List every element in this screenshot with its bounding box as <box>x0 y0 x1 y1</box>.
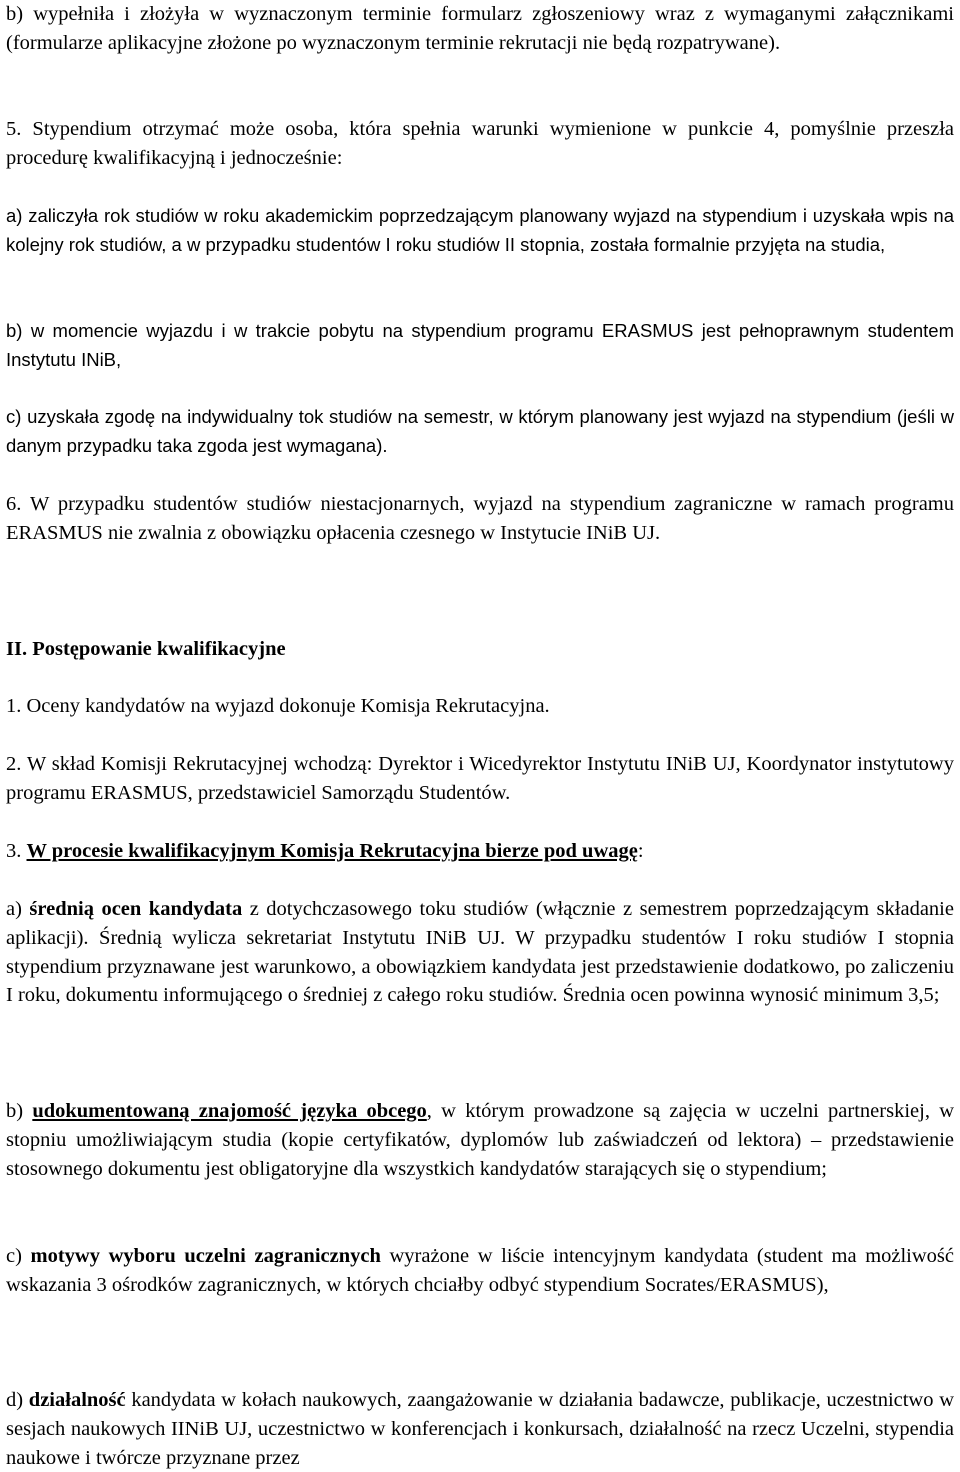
item-3-colon: : <box>637 840 644 862</box>
paragraph-5: 5. Stypendium otrzymać może osoba, która spełnia warunki wymienione w punkcie 4, pomyślnie przeszła procedurę kwalifikacyjną i jednocześnie: <box>6 118 954 169</box>
item-1: 1. Oceny kandydatów na wyjazd dokonuje Komisja Rekrutacyjna. <box>6 695 550 717</box>
criterion-b-bold: udokumentowaną znajomość języka obcego <box>32 1100 427 1122</box>
paragraph-6: 6. W przypadku studentów studiów niestacjonarnych, wyjazd na stypendium zagraniczne w ramach programu ERASMUS nie zwalnia z obowiązku opłacenia czesnego w Instytucie INiB UJ. <box>6 493 954 544</box>
criterion-a-bold: średnią ocen kandydata <box>29 898 243 920</box>
criterion-d <box>6 1386 954 1472</box>
criterion-c-prefix: c) <box>6 1245 31 1267</box>
item-3 <box>6 837 954 866</box>
criterion-d-bold: działalność <box>28 1389 126 1411</box>
item-2: 2. W skład Komisji Rekrutacyjnej wchodzą: Dyrektor i Wicedyrektor Instytutu INiB UJ, Koordynator instytutowy programu ERASMUS, przedstawiciel Samorządu Studentów. <box>6 753 954 804</box>
criterion-d-text: kandydata w kołach naukowych, zaangażowanie w działania badawcze, publikacje, uczestnictwo w sesjach naukowych IINiB UJ, uczestnictwo w konferencjach i konkursach, działalność na rzecz Uczelni, stypendia naukowe i twórcze przyznane przez <box>6 1389 955 1469</box>
criterion-c-text: wyrażone w liście intencyjnym kandydata (student ma możliwość wskazania 3 ośrodków zagranicznych, w których chciałby odbyć stypendium Socrates/ERASMUS), <box>6 1245 955 1296</box>
criterion-b <box>6 1097 954 1183</box>
criterion-d-prefix: d) <box>6 1389 29 1411</box>
item-3-number: 3. <box>6 840 27 862</box>
paragraph-5a: a) zaliczyła rok studiów w roku akademickim poprzedzającym planowany wyjazd na stypendium i uzyskała wpis na kolejny rok studiów, a w przypadku studentów I roku studiów II stopnia, została formalnie przyjęta na studia, <box>6 205 954 255</box>
criterion-a <box>6 895 954 1010</box>
paragraph-5c: c) uzyskała zgodę na indywidualny tok studiów na semestr, w którym planowany jest wyjazd na stypendium (jeśli w danym przypadku taka zgoda jest wymagana). <box>6 406 954 456</box>
item-3-bold: W procesie kwalifikacyjnym Komisja Rekrutacyjna bierze pod uwagę <box>26 840 638 862</box>
criterion-a-text: z dotychczasowego toku studiów (włącznie z semestrem poprzedzającym składanie aplikacji). Średnią wylicza sekretariat Instytutu INiB UJ. W przypadku studentów I roku studiów I stopnia stypendium przyznawane jest warunkowo, a obowiązkiem kandydata jest przedstawienie dodatkowo, po zaliczeniu I roku, dokumentu informującego o średniej z całego roku studiów. Średnia ocen powinna wynosić minimum 3,5; <box>6 898 954 1007</box>
criterion-b-text: , w którym prowadzone są zajęcia w uczelni partnerskiej, w stopniu umożliwiającym studia (kopie certyfikatów, dyplomów lub zaświadczeń od lektora) – przedstawienie stosownego dokumentu jest obligatoryjne dla wszystkich kandydatów starających się o stypendium; <box>6 1100 954 1180</box>
criterion-a-prefix: a) <box>6 898 30 920</box>
criterion-b-prefix: b) <box>6 1100 33 1122</box>
criterion-c-bold: motywy wyboru uczelni zagranicznych <box>30 1245 381 1267</box>
section-heading: II. Postępowanie kwalifikacyjne <box>6 638 286 660</box>
criterion-c <box>6 1242 954 1300</box>
paragraph-5b: b) w momencie wyjazdu i w trakcie pobytu na stypendium programu ERASMUS jest pełnoprawnym studentem Instytutu INiB, <box>6 320 954 370</box>
paragraph-4b-continuation: b) wypełniła i złożyła w wyznaczonym terminie formularz zgłoszeniowy wraz z wymaganymi załącznikami (formularze aplikacyjne złożone po wyznaczonym terminie rekrutacji nie będą rozpatrywane). <box>6 3 954 54</box>
